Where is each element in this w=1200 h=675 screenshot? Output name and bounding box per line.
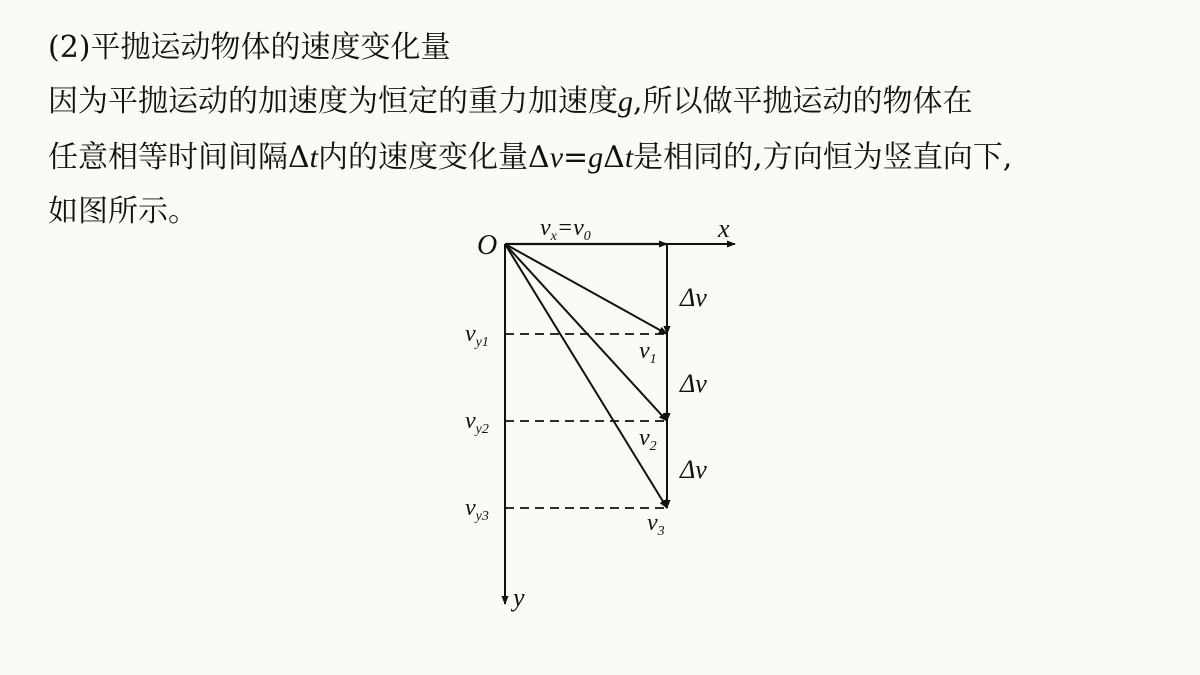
delta-symbol: Δ	[603, 140, 625, 175]
subscript: 1	[649, 352, 657, 367]
paragraph-line-2	[48, 138, 1012, 178]
y-axis-label: y	[513, 583, 525, 612]
symbol-v: v	[549, 141, 564, 174]
text-span: 如图所示。	[48, 194, 198, 229]
symbol-t: t	[624, 141, 634, 174]
text-span: 是相同的,方向恒为竖直向下,	[633, 140, 1013, 175]
subscript: 3	[657, 524, 665, 539]
delta-v-label-1: Δv	[680, 283, 707, 312]
v2-vector	[505, 244, 667, 421]
v-symbol: v	[647, 510, 658, 536]
v-symbol: v	[540, 215, 551, 241]
delta-v-label-2: Δv	[680, 369, 707, 398]
v-symbol: v	[639, 338, 650, 364]
symbol-g: g	[618, 85, 633, 118]
v1-vector	[505, 244, 667, 334]
symbol-t: t	[309, 141, 319, 174]
v2-label	[639, 425, 657, 454]
velocity-diagram	[440, 210, 760, 620]
paragraph-line-1	[48, 82, 973, 122]
subscript: 2	[649, 439, 657, 454]
v-symbol: v	[465, 408, 476, 434]
origin-label: O	[477, 230, 498, 261]
v3-vector	[505, 244, 667, 508]
vx-label	[540, 215, 591, 244]
text-span: ,所以做平抛运动的物体在	[633, 84, 973, 119]
vy2-label	[465, 408, 489, 437]
text-span: 因为平抛运动的加速度为恒定的重力加速度	[48, 84, 618, 119]
subscript: x	[550, 229, 557, 244]
vy3-label	[465, 495, 489, 524]
heading-text: (2)平抛运动物体的速度变化量	[48, 30, 451, 65]
symbol-g: g	[588, 141, 604, 174]
v-symbol: v	[639, 425, 650, 451]
equals-v: =v	[556, 215, 584, 241]
text-span: 任意相等时间间隔Δ	[48, 140, 310, 175]
v-symbol: v	[465, 321, 476, 347]
v1-label	[639, 338, 657, 367]
vy1-label	[465, 321, 489, 350]
v-symbol: v	[465, 495, 476, 521]
subscript: y2	[475, 422, 489, 437]
delta-v-label-3: Δv	[680, 455, 707, 484]
text-span: 内的速度变化量Δ	[318, 140, 550, 175]
equals-sign: =	[563, 140, 589, 175]
section-heading	[48, 28, 451, 68]
subscript: 0	[583, 229, 591, 244]
subscript: y1	[475, 335, 489, 350]
x-axis-label: x	[718, 214, 730, 243]
v3-label	[647, 510, 665, 539]
subscript: y3	[475, 509, 489, 524]
paragraph-line-3	[48, 192, 198, 232]
